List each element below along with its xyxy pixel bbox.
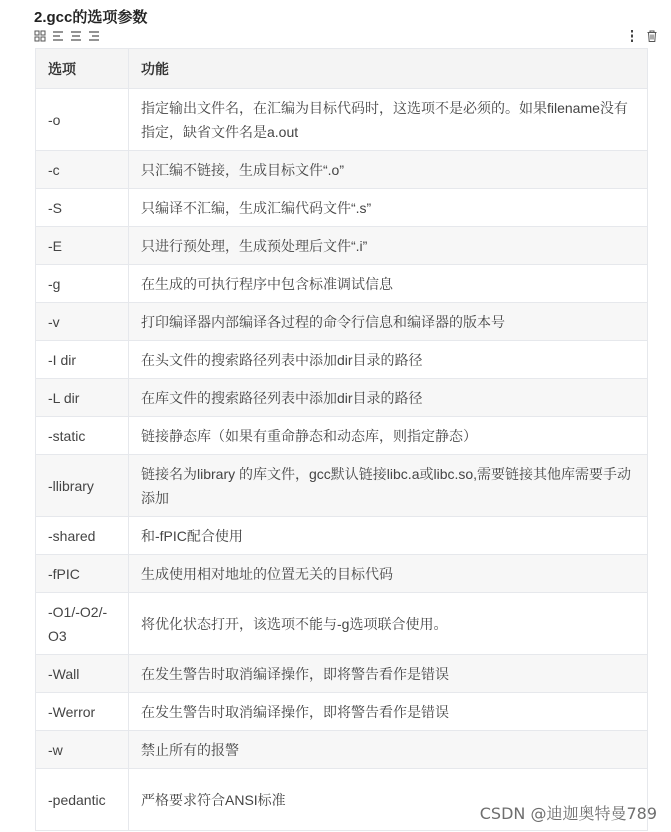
desc-cell[interactable]: 在发生警告时取消编译操作，即将警告看作是错误 — [129, 693, 648, 731]
desc-cell[interactable]: 禁止所有的报警 — [129, 731, 648, 769]
table-toolbar — [34, 29, 664, 43]
option-cell[interactable]: -pedantic — [36, 769, 129, 831]
option-cell[interactable]: -Wall — [36, 655, 129, 693]
desc-cell[interactable]: 和-fPIC配合使用 — [129, 517, 648, 555]
table-row — [36, 151, 648, 189]
desc-cell[interactable]: 在生成的可执行程序中包含标准调试信息 — [129, 265, 648, 303]
table-header-row — [36, 49, 648, 89]
option-cell[interactable]: -I dir — [36, 341, 129, 379]
table-row — [36, 417, 648, 455]
align-right-icon[interactable] — [88, 29, 100, 41]
desc-cell[interactable]: 只编译不汇编，生成汇编代码文件“.s” — [129, 189, 648, 227]
header-function: 功能 — [129, 49, 648, 89]
desc-cell[interactable]: 指定输出文件名，在汇编为目标代码时，这选项不是必须的。如果filename没有指定，缺省文件名是a.out — [129, 89, 648, 151]
option-cell[interactable]: -fPIC — [36, 555, 129, 593]
csdn-watermark: CSDN @迪迦奥特曼789 — [479, 804, 657, 823]
more-vertical-icon[interactable] — [626, 29, 638, 41]
option-cell[interactable]: -v — [36, 303, 129, 341]
option-cell[interactable]: -w — [36, 731, 129, 769]
grid-icon[interactable] — [34, 29, 46, 41]
option-cell[interactable]: -static — [36, 417, 129, 455]
table-row — [36, 593, 648, 655]
table-row — [36, 655, 648, 693]
option-cell[interactable]: -g — [36, 265, 129, 303]
desc-cell[interactable]: 在头文件的搜索路径列表中添加dir目录的路径 — [129, 341, 648, 379]
desc-cell[interactable]: 打印编译器内部编译各过程的命令行信息和编译器的版本号 — [129, 303, 648, 341]
table-row — [36, 265, 648, 303]
align-center-icon[interactable] — [70, 29, 82, 41]
table-row — [36, 89, 648, 151]
table-row — [36, 555, 648, 593]
desc-cell[interactable]: 链接静态库（如果有重命静态和动态库，则指定静态） — [129, 417, 648, 455]
table-row — [36, 303, 648, 341]
section-heading: 2.gcc的选项参数 — [34, 9, 148, 26]
option-cell[interactable]: -L dir — [36, 379, 129, 417]
table-row — [36, 517, 648, 555]
option-cell[interactable]: -shared — [36, 517, 129, 555]
gcc-options-table — [35, 48, 648, 831]
desc-cell[interactable]: 生成使用相对地址的位置无关的目标代码 — [129, 555, 648, 593]
option-cell[interactable]: -c — [36, 151, 129, 189]
option-cell[interactable]: -llibrary — [36, 455, 129, 517]
table-row — [36, 189, 648, 227]
desc-cell[interactable]: 严格要求符合ANSI标准 — [129, 769, 648, 831]
desc-cell[interactable]: 只进行预处理，生成预处理后文件“.i” — [129, 227, 648, 265]
table-row — [36, 693, 648, 731]
desc-cell[interactable]: 链接名为library 的库文件，gcc默认链接libc.a或libc.so,需要链接其他库需要手动添加 — [129, 455, 648, 517]
option-cell[interactable]: -O1/-O2/-O3 — [36, 593, 129, 655]
desc-cell[interactable]: 在发生警告时取消编译操作，即将警告看作是错误 — [129, 655, 648, 693]
align-left-icon[interactable] — [52, 29, 64, 41]
trash-icon[interactable] — [646, 29, 658, 41]
option-cell[interactable]: -E — [36, 227, 129, 265]
header-option: 选项 — [36, 49, 129, 89]
option-cell[interactable]: -S — [36, 189, 129, 227]
table-row — [36, 455, 648, 517]
desc-cell[interactable]: 将优化状态打开，该选项不能与-g选项联合使用。 — [129, 593, 648, 655]
table-row — [36, 341, 648, 379]
option-cell[interactable]: -o — [36, 89, 129, 151]
desc-cell[interactable]: 只汇编不链接，生成目标文件“.o” — [129, 151, 648, 189]
table-row — [36, 227, 648, 265]
option-cell[interactable]: -Werror — [36, 693, 129, 731]
desc-cell[interactable]: 在库文件的搜索路径列表中添加dir目录的路径 — [129, 379, 648, 417]
table-row — [36, 731, 648, 769]
table-row — [36, 379, 648, 417]
